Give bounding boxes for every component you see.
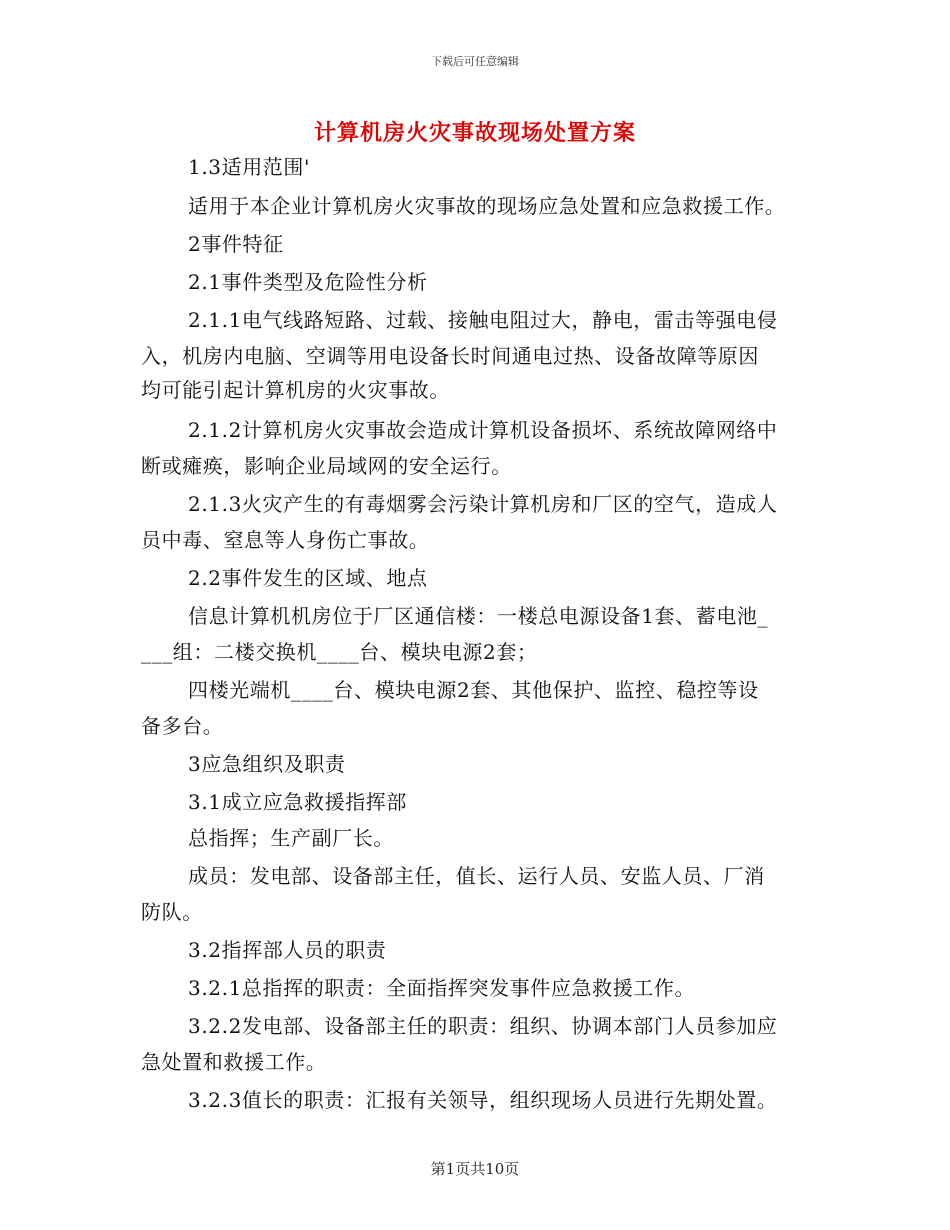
paragraph-line: 3.2.3值长的职责：汇报有关领导，组织现场人员进行先期处置。 xyxy=(188,1088,778,1112)
paragraph-line: 员中毒、窒息等人身伤亡事故。 xyxy=(141,528,430,552)
section-heading: 3.1成立应急救援指挥部 xyxy=(188,790,408,814)
paragraph-line: ___组：二楼交换机____台、模块电源2套； xyxy=(141,640,538,664)
paragraph-line: 3.2.2发电部、设备部主任的职责：组织、协调本部门人员参加应 xyxy=(188,1014,778,1038)
paragraph-line: 2.1.2计算机房火灾事故会造成计算机设备损坏、系统故障网络中 xyxy=(188,418,778,442)
section-heading: 2事件特征 xyxy=(188,232,284,256)
section-heading: 3.2指挥部人员的职责 xyxy=(188,938,387,962)
paragraph-line: 2.1.1电气线路短路、过载、接触电阻过大，静电，雷击等强电侵 xyxy=(188,308,778,332)
section-heading: 2.2事件发生的区域、地点 xyxy=(188,566,428,590)
paragraph-line: 四楼光端机____台、模块电源2套、其他保护、监控、稳控等设 xyxy=(188,678,759,702)
paragraph-line: 断或瘫痪，影响企业局域网的安全运行。 xyxy=(141,454,512,478)
paragraph-line: 适用于本企业计算机房火灾事故的现场应急处置和应急救援工作。 xyxy=(188,194,786,218)
page-header-note: 下载后可任意编辑 xyxy=(431,55,519,68)
paragraph-line: 入，机房内电脑、空调等用电设备长时间通电过热、设备故障等原因 xyxy=(141,344,759,368)
paragraph-line: 均可能引起计算机房的火灾事故。 xyxy=(141,378,450,402)
paragraph-line: 防队。 xyxy=(141,900,203,924)
paragraph-line: 备多台。 xyxy=(141,714,224,738)
paragraph-line: 2.1.3火灾产生的有毒烟雾会污染计算机房和厂区的空气，造成人 xyxy=(188,492,778,516)
paragraph-line: 急处置和救援工作。 xyxy=(141,1050,327,1074)
paragraph-line: 3.2.1总指挥的职责：全面指挥突发事件应急救援工作。 xyxy=(188,976,696,1000)
paragraph-line: 成员：发电部、设备部主任，值长、运行人员、安监人员、厂消 xyxy=(188,864,765,888)
paragraph-line: 信息计算机机房位于厂区通信楼：一楼总电源设备1套、蓄电池_ xyxy=(188,604,769,628)
section-heading: 2.1事件类型及危险性分析 xyxy=(188,270,428,294)
document-title: 计算机房火灾事故现场处置方案 xyxy=(313,120,636,146)
section-heading: 1.3适用范围' xyxy=(188,155,311,179)
paragraph-line: 总指挥；生产副厂长。 xyxy=(188,826,394,850)
page-number: 第1页共10页 xyxy=(430,1160,520,1178)
section-heading: 3应急组织及职责 xyxy=(188,752,346,776)
